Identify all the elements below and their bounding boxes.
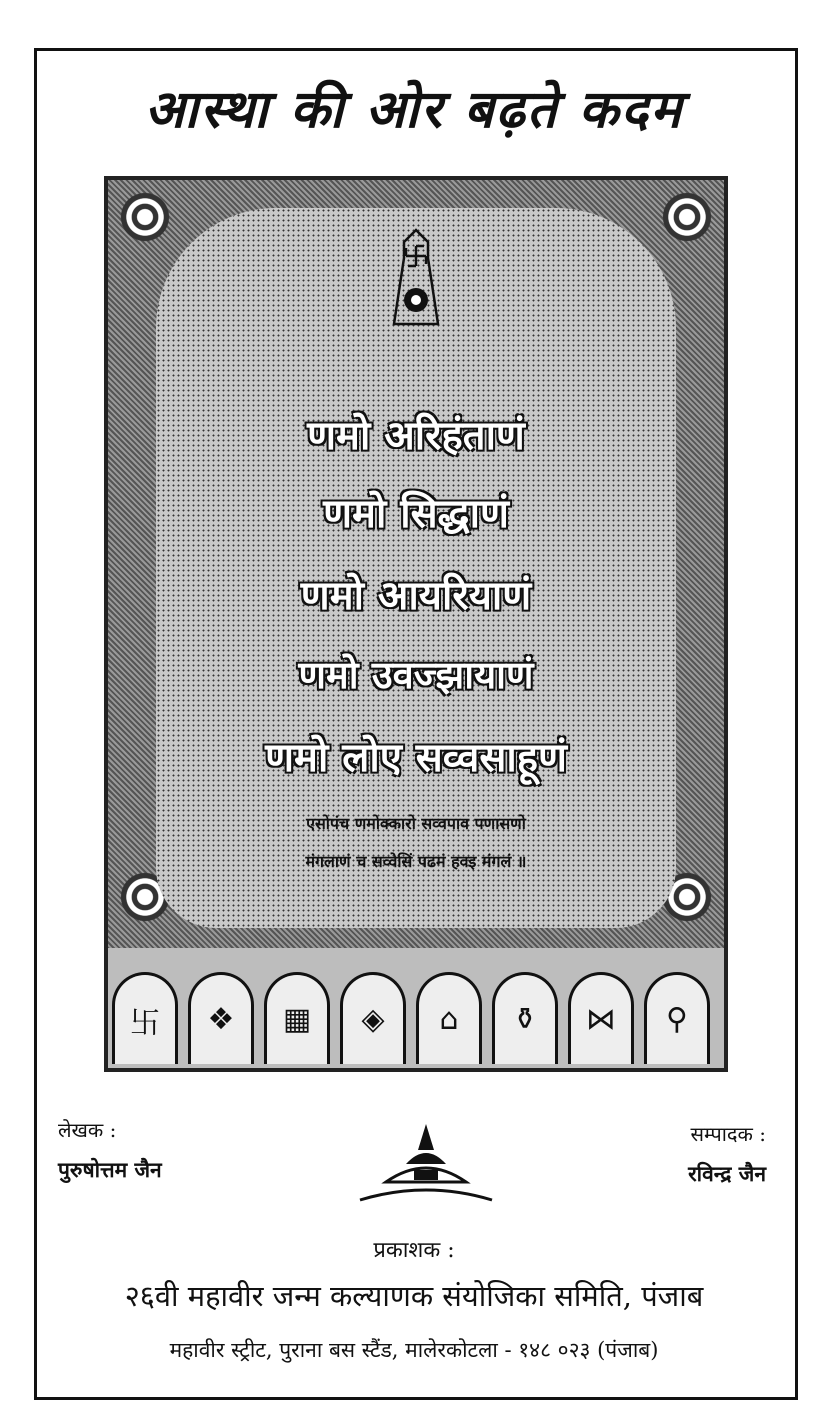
publisher-address: महावीर स्ट्रीट, पुराना बस स्टैंड, मालेरकोटला - १४८ ०२३ (पंजाब)	[169, 1338, 659, 1362]
shrivatsa-icon: ❖	[188, 972, 254, 1064]
mantra-verse: एसोपंच णमोक्कारो सव्वपाव पणासणो	[306, 814, 526, 833]
flower-ornament-icon	[118, 190, 172, 244]
jain-symbol-icon	[382, 228, 450, 326]
swastika-icon: 卐	[112, 972, 178, 1064]
nandyavarta-icon: ▦	[264, 972, 330, 1064]
publisher-name: २६वी महावीर जन्म कल्याणक संयोजिका समिति, पंजाब	[124, 1279, 704, 1313]
matsya-yugma-icon: ⋈	[568, 972, 634, 1064]
mantra-line: णमो लोए सव्वसाहूणं	[265, 734, 567, 781]
editor-name: रविन्द्र जैन	[688, 1161, 766, 1186]
darpana-icon: ⚲	[644, 972, 710, 1064]
mantra-frame	[156, 208, 676, 928]
mantra-verse: मंगलाणं च सव्वेसिं पढमं हवइ मंगलं ॥	[305, 852, 527, 871]
author-label: लेखक :	[58, 1118, 117, 1142]
temple-icon	[356, 1120, 496, 1204]
cover-illustration	[104, 176, 728, 1072]
editor-label: सम्पादक :	[690, 1122, 766, 1146]
vardhamanaka-icon: ◈	[340, 972, 406, 1064]
kalasha-icon: ⚱	[492, 972, 558, 1064]
book-title: आस्था की ओर बढ़ते कदम	[144, 79, 684, 140]
mantra-line: णमो अरिहंताणं	[307, 412, 525, 459]
bhadrasana-icon: ⌂	[416, 972, 482, 1064]
auspicious-symbols-strip	[108, 948, 724, 1068]
flower-ornament-icon	[660, 190, 714, 244]
publisher-label: प्रकाशक :	[373, 1238, 455, 1263]
mantra-line: णमो आयरियाणं	[300, 572, 532, 619]
mantra-line: णमो सिद्धाणं	[323, 490, 509, 537]
author-name: पुरुषोत्तम जैन	[58, 1157, 162, 1182]
mantra-line: णमो उवज्झायाणं	[298, 652, 534, 697]
